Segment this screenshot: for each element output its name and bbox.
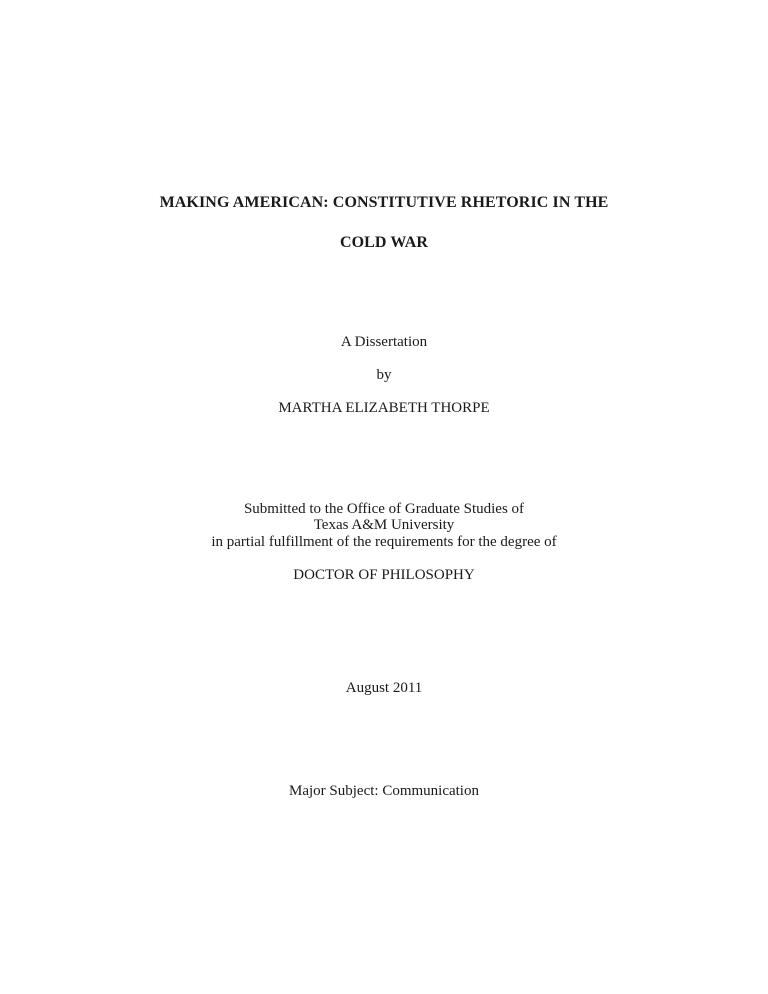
- submission-date: August 2011: [345, 680, 423, 696]
- title-line-1: MAKING AMERICAN: CONSTITUTIVE RHETORIC IN THE: [159, 194, 609, 211]
- document-type: A Dissertation: [340, 334, 428, 350]
- author-name: MARTHA ELIZABETH THORPE: [278, 400, 490, 416]
- by-label: by: [376, 367, 392, 383]
- submission-line-1: Submitted to the Office of Graduate Studies of: [243, 501, 525, 517]
- submission-line-2: Texas A&M University: [313, 517, 455, 533]
- submission-line-3: in partial fulfillment of the requirements for the degree of: [211, 534, 557, 550]
- title-line-2: COLD WAR: [339, 234, 429, 251]
- major-subject: Major Subject: Communication: [289, 783, 479, 799]
- degree-name: DOCTOR OF PHILOSOPHY: [293, 567, 475, 583]
